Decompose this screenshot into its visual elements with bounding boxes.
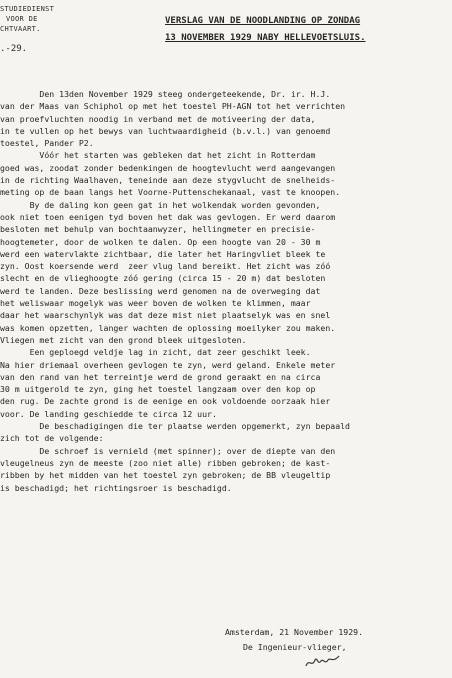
stamp-line: CHTVAART. bbox=[0, 25, 41, 33]
body-line: By de daling kon geen gat in het wolkendak worden gevonden, bbox=[0, 199, 321, 210]
body-line: Vóór het starten was gebleken dat het zicht in Rotterdam bbox=[0, 150, 316, 161]
body-line: De beschadigingen die ter plaatse werden opgemerkt, zyn bepaald bbox=[0, 421, 350, 432]
report-body bbox=[0, 88, 452, 494]
body-line: ook niet toen eenigen tyd boven het dak was gevlogen. Er werd daarom bbox=[0, 211, 336, 222]
body-line: van proefvluchten noodig in verband met de motiveering der data, bbox=[0, 113, 316, 124]
body-line: voor. De landing geschiedde te circa 12 uur. bbox=[0, 408, 217, 419]
body-line: zyn. Oost koersende werd zeer vlug land bereikt. Het zicht was zóó bbox=[0, 261, 331, 272]
title-line: 13 NOVEMBER 1929 NABY HELLEVOETSLUIS. bbox=[165, 33, 366, 43]
body-line: meting op de baan langs het Voorne-Puttenschekanaal, vast te knoopen. bbox=[0, 187, 341, 198]
body-line: zich tot de volgende: bbox=[0, 433, 104, 444]
body-line: goed was, zoodat zonder bedenkingen de hoogtevlucht werd aangevangen bbox=[0, 162, 336, 173]
body-line: daar het waarschynlyk was dat deze mist niet plaatselyk was en snel bbox=[0, 310, 331, 321]
stamp-line: VOOR DE bbox=[6, 15, 38, 23]
body-line: toestel, Pander P2. bbox=[0, 138, 94, 149]
body-line: het weliswaar mogelyk was weer boven de wolken te klimmen, maar bbox=[0, 298, 311, 309]
body-line: besloten met behulp van bochtaanwyzer, hellingmeter en precisie- bbox=[0, 224, 316, 235]
body-line: Den 13den November 1929 steeg ondergeteekende, Dr. ir. H.J. bbox=[0, 89, 331, 99]
letterhead-stamp bbox=[0, 4, 54, 34]
stamp-line: STUDIEDIENST bbox=[0, 5, 55, 13]
body-line: Vliegen met zicht van den grond bleek uitgesloten. bbox=[0, 334, 247, 345]
body-line: in te vullen op het bewys van luchtwaardigheid (b.v.l.) van genoemd bbox=[0, 125, 331, 136]
handwritten-signature bbox=[303, 650, 343, 672]
body-line: hoogtemeter, door de wolken te dalen. Op een hoogte van 20 - 30 m bbox=[0, 236, 321, 247]
body-line: den rug. De zachte grond is de eenige en ook voldoende oorzaak hier bbox=[0, 396, 331, 407]
title-line: VERSLAG VAN DE NOODLANDING OP ZONDAG bbox=[165, 16, 361, 26]
signoff-role: De Ingenieur-vlieger, bbox=[243, 642, 347, 652]
body-line: werd te landen. Deze beslissing werd genomen na de overweging dat bbox=[0, 285, 321, 296]
body-line: 30 m uitgerold te zyn, ging het toestel langzaam over den kop op bbox=[0, 384, 316, 395]
body-line: was komen opzetten, langer wachten de oplossing moeilyker zou maken. bbox=[0, 322, 336, 333]
body-line: De schroef is vernield (met spinner); over de diepte van den bbox=[0, 445, 336, 456]
signoff-place-date: Amsterdam, 21 November 1929. bbox=[225, 627, 364, 637]
body-line: Na hier driemaal overheen gevlogen te zyn, werd geland. Enkele meter bbox=[0, 359, 336, 370]
body-line: ribben by het midden van het toestel zyn gebroken; de BB vleugeltip bbox=[0, 470, 331, 481]
body-line: slecht en de vlieghoogte zóó gering (circa 15 - 20 m) dat besloten bbox=[0, 273, 326, 284]
body-line: werd een watervlakte zichtbaar, die later het Haringvliet bleek te bbox=[0, 248, 326, 259]
body-line: is beschadigd; het richtingsroer is beschadigd. bbox=[0, 482, 232, 493]
body-line: vleugelneus zyn de meeste (zoo niet alle) ribben gebroken; de kast- bbox=[0, 457, 331, 468]
body-line: in de richting Waalhaven, teneinde aan deze stygvlucht de snelheids- bbox=[0, 175, 336, 186]
body-line: Een geploegd veldje lag in zicht, dat zeer geschikt leek. bbox=[0, 347, 311, 358]
report-title bbox=[165, 13, 365, 47]
body-line: van den rand van het terreintje werd de grond geraakt en na circa bbox=[0, 371, 321, 382]
document-number: .-29. bbox=[0, 44, 28, 54]
body-line: van der Maas van Schiphol op met het toestel PH-AGN tot het verrichten bbox=[0, 101, 346, 112]
